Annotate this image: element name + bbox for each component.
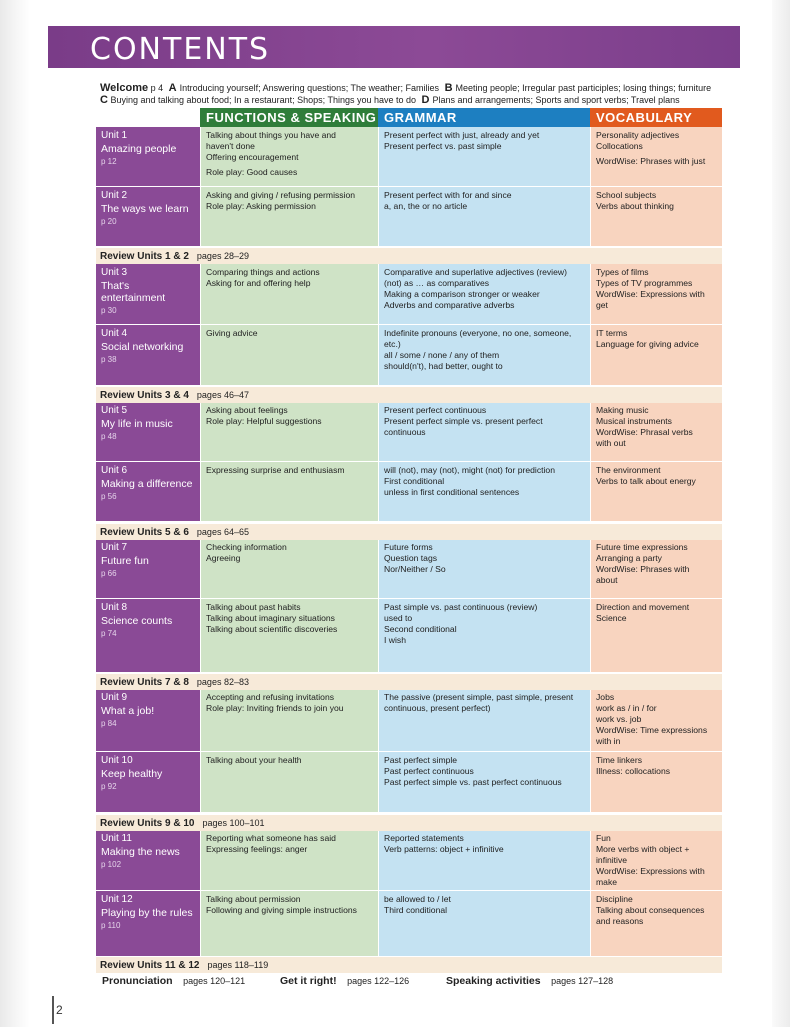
vocabulary-item: Future time expressions xyxy=(596,542,688,552)
grammar-cell xyxy=(378,689,590,752)
vocabulary-item: More verbs with object + xyxy=(596,844,690,854)
grammar-item: Past perfect simple xyxy=(384,755,458,765)
get-it-right-label: Get it right! xyxy=(280,975,337,987)
grammar-item: Comparative and superlative adjectives (review) xyxy=(384,267,567,277)
grammar-item: Adverbs and comparative adverbs xyxy=(384,300,515,310)
grammar-item: will (not), may (not), might (not) for prediction xyxy=(384,465,555,475)
unit-number: Unit 6 xyxy=(101,465,128,476)
review-row xyxy=(96,387,722,403)
grammar-item: Question tags xyxy=(384,553,438,563)
grammar-cell xyxy=(378,462,590,522)
vocabulary-cell xyxy=(590,187,722,247)
welcome-line-1 xyxy=(100,82,740,94)
get-it-right-entry xyxy=(280,971,409,991)
grammar-cell xyxy=(378,127,590,187)
grammar-cell xyxy=(378,891,590,957)
unit-row xyxy=(96,599,722,673)
grammar-item: Past simple vs. past continuous (review) xyxy=(384,602,538,612)
welcome-letter-b: B xyxy=(444,82,453,94)
grammar-item: Past perfect continuous xyxy=(384,766,474,776)
welcome-label: Welcome xyxy=(100,82,149,94)
unit-cell xyxy=(96,187,200,247)
unit-cell xyxy=(96,891,200,957)
unit-row xyxy=(96,891,722,957)
page-number-rule xyxy=(52,996,54,1024)
functions-item: Talking about your health xyxy=(206,755,302,765)
unit-page: p 48 xyxy=(101,432,117,441)
vocabulary-item: Types of TV programmes xyxy=(596,278,693,288)
vocabulary-item: Verbs about thinking xyxy=(596,201,674,211)
vocabulary-cell xyxy=(590,462,722,522)
vocabulary-item: with in xyxy=(596,736,621,746)
review-label: Review Units 5 & 6 xyxy=(100,527,189,538)
unit-row xyxy=(96,127,722,187)
vocabulary-cell xyxy=(590,752,722,813)
unit-cell xyxy=(96,599,200,673)
unit-number: Unit 8 xyxy=(101,602,128,613)
review-pages: pages 118–119 xyxy=(207,960,269,970)
get-it-right-pages: pages 122–126 xyxy=(347,976,410,986)
functions-cell xyxy=(200,187,378,247)
functions-item: Giving advice xyxy=(206,328,258,338)
functions-item: Offering encouragement xyxy=(206,152,299,162)
functions-item: Role play: Inviting friends to join you xyxy=(206,703,344,713)
functions-item: Asking and giving / refusing permission xyxy=(206,190,356,200)
vocabulary-item: Musical instruments xyxy=(596,416,672,426)
page-title: CONTENTS xyxy=(90,32,271,67)
vocabulary-cell xyxy=(590,402,722,462)
functions-cell xyxy=(200,891,378,957)
review-pages: pages 28–29 xyxy=(196,251,249,261)
functions-item: Talking about things you have and xyxy=(206,130,336,140)
vocabulary-item: work vs. job xyxy=(596,714,642,724)
unit-cell xyxy=(96,325,200,386)
vocabulary-item: Time linkers xyxy=(596,755,642,765)
unit-title: Making a difference xyxy=(101,478,193,490)
vocabulary-item: Making music xyxy=(596,405,649,415)
unit-number: Unit 11 xyxy=(101,833,132,844)
welcome-letter-d: D xyxy=(421,94,430,106)
vocabulary-item: Verbs to talk about energy xyxy=(596,476,696,486)
functions-cell xyxy=(200,599,378,673)
grammar-cell xyxy=(378,830,590,891)
unit-cell xyxy=(96,689,200,752)
vocabulary-item: The environment xyxy=(596,465,661,475)
unit-cell xyxy=(96,264,200,325)
unit-title: Playing by the rules xyxy=(101,907,193,919)
functions-item: haven't done xyxy=(206,141,255,151)
unit-title: My life in music xyxy=(101,418,173,430)
review-row xyxy=(96,248,722,264)
grammar-item: The passive (present simple, past simple, present xyxy=(384,692,574,702)
vocabulary-item: WordWise: Expressions with xyxy=(596,866,705,876)
functions-item: Asking for and offering help xyxy=(206,278,311,288)
unit-page: p 92 xyxy=(101,782,117,791)
unit-row xyxy=(96,264,722,325)
welcome-letter-c: C xyxy=(100,94,108,106)
unit-cell xyxy=(96,127,200,187)
welcome-text-c: Buying and talking about food; In a restaurant; Shops; Things you have to do xyxy=(110,95,417,105)
vocabulary-item: Jobs xyxy=(596,692,615,702)
grammar-item: Present perfect continuous xyxy=(384,405,487,415)
unit-row xyxy=(96,187,722,247)
welcome-page: p 4 xyxy=(150,83,164,93)
unit-page: p 30 xyxy=(101,306,117,315)
vocabulary-item: Discipline xyxy=(596,894,633,904)
welcome-text-a: Introducing yourself; Answering questions; The weather; Families xyxy=(179,83,440,93)
grammar-item: a, an, the or no article xyxy=(384,201,468,211)
grammar-item: Present perfect with just, already and yet xyxy=(384,130,540,140)
unit-row xyxy=(96,402,722,462)
grammar-item: Past perfect simple vs. past perfect continuous xyxy=(384,777,562,787)
functions-header: FUNCTIONS & SPEAKING xyxy=(200,108,378,127)
welcome-text-d: Plans and arrangements; Sports and sport verbs; Travel plans xyxy=(432,95,680,105)
vocabulary-item: get xyxy=(596,300,608,310)
pronunciation-label: Pronunciation xyxy=(102,975,173,987)
unit-number: Unit 2 xyxy=(101,190,128,201)
unit-title: What a job! xyxy=(101,705,155,717)
grammar-item: Future forms xyxy=(384,542,433,552)
review-pages: pages 64–65 xyxy=(196,527,249,537)
grammar-item: continuous, present perfect) xyxy=(384,703,491,713)
functions-item: Talking about scientific discoveries xyxy=(206,624,338,634)
unit-number: Unit 5 xyxy=(101,405,128,416)
functions-cell xyxy=(200,127,378,187)
functions-item: Role play: Asking permission xyxy=(206,201,316,211)
unit-number: Unit 10 xyxy=(101,755,133,766)
functions-item: Reporting what someone has said xyxy=(206,833,336,843)
functions-cell xyxy=(200,264,378,325)
grammar-item: Verb patterns: object + infinitive xyxy=(384,844,504,854)
vocabulary-item: Illness: collocations xyxy=(596,766,671,776)
functions-item: Comparing things and actions xyxy=(206,267,320,277)
grammar-cell xyxy=(378,752,590,813)
review-row xyxy=(96,524,722,540)
functions-item: Following and giving simple instructions xyxy=(206,905,357,915)
grammar-item: all / some / none / any of them xyxy=(384,350,500,360)
vocabulary-item: Language for giving advice xyxy=(596,339,699,349)
unit-page: p 74 xyxy=(101,629,117,638)
vocabulary-cell xyxy=(590,127,722,187)
vocabulary-item: Direction and movement xyxy=(596,602,690,612)
review-row xyxy=(96,674,722,690)
page-number: 2 xyxy=(56,1003,63,1017)
unit-row xyxy=(96,462,722,522)
functions-cell xyxy=(200,325,378,386)
grammar-item: should(n't), had better, ought to xyxy=(384,361,503,371)
vocabulary-item: WordWise: Phrasal verbs xyxy=(596,427,693,437)
unit-row xyxy=(96,539,722,599)
vocabulary-item: Talking about consequences xyxy=(596,905,705,915)
unit-page: p 38 xyxy=(101,355,117,364)
vocabulary-item: infinitive xyxy=(596,855,628,865)
welcome-letter-a: A xyxy=(168,82,177,94)
functions-cell xyxy=(200,830,378,891)
grammar-cell xyxy=(378,187,590,247)
welcome-line-2 xyxy=(100,94,740,106)
grammar-item: Making a comparison stronger or weaker xyxy=(384,289,540,299)
grammar-item: unless in first conditional sentences xyxy=(384,487,520,497)
unit-page: p 66 xyxy=(101,569,117,578)
grammar-item: be allowed to / let xyxy=(384,894,451,904)
review-label: Review Units 1 & 2 xyxy=(100,251,189,262)
vocabulary-item: Arranging a party xyxy=(596,553,662,563)
pronunciation-pages: pages 120–121 xyxy=(183,976,246,986)
grammar-item: Third conditional xyxy=(384,905,448,915)
unit-title: Social networking xyxy=(101,341,184,353)
unit-page: p 102 xyxy=(101,860,122,869)
grammar-item: continuous xyxy=(384,427,426,437)
review-pages: pages 82–83 xyxy=(196,677,249,687)
grammar-item: I wish xyxy=(384,635,406,645)
unit-number: Unit 12 xyxy=(101,894,133,905)
review-label: Review Units 9 & 10 xyxy=(100,818,195,829)
unit-number: Unit 7 xyxy=(101,542,128,553)
unit-cell xyxy=(96,830,200,891)
unit-page: p 12 xyxy=(101,157,117,166)
page-gutter-shadow xyxy=(0,0,30,1027)
functions-item: Accepting and refusing invitations xyxy=(206,692,335,702)
grammar-item: used to xyxy=(384,613,413,623)
functions-item: Role play: Helpful suggestions xyxy=(206,416,322,426)
functions-item: Asking about feelings xyxy=(206,405,288,415)
vocabulary-item: Science xyxy=(596,613,627,623)
grammar-item: Second conditional xyxy=(384,624,457,634)
speaking-activities-label: Speaking activities xyxy=(446,975,541,987)
vocabulary-cell xyxy=(590,599,722,673)
vocabulary-header: VOCABULARY xyxy=(590,108,722,127)
functions-item: Agreeing xyxy=(206,553,241,563)
functions-item: Talking about permission xyxy=(206,894,301,904)
grammar-item: Reported statements xyxy=(384,833,464,843)
vocabulary-item: School subjects xyxy=(596,190,657,200)
vocabulary-cell xyxy=(590,264,722,325)
vocabulary-item: Collocations xyxy=(596,141,643,151)
unit-row xyxy=(96,830,722,891)
extras-bar xyxy=(96,971,722,991)
functions-item: Role play: Good causes xyxy=(206,167,298,177)
unit-title: Keep healthy xyxy=(101,768,163,780)
functions-item: Talking about imaginary situations xyxy=(206,613,335,623)
vocabulary-item: and reasons xyxy=(596,916,644,926)
vocabulary-item: Types of films xyxy=(596,267,649,277)
unit-page: p 110 xyxy=(101,921,121,930)
vocabulary-item: WordWise: Expressions with xyxy=(596,289,705,299)
grammar-item: Present perfect vs. past simple xyxy=(384,141,502,151)
vocabulary-cell xyxy=(590,689,722,752)
grammar-item: Indefinite pronouns (everyone, no one, someone, etc.) xyxy=(384,328,572,349)
unit-page: p 20 xyxy=(101,217,117,226)
functions-cell xyxy=(200,402,378,462)
vocabulary-cell xyxy=(590,891,722,957)
unit-title: Future fun xyxy=(101,555,149,567)
unit-row xyxy=(96,752,722,813)
functions-cell xyxy=(200,462,378,522)
grammar-cell xyxy=(378,264,590,325)
unit-cell xyxy=(96,539,200,599)
unit-page: p 84 xyxy=(101,719,117,728)
unit-page: p 56 xyxy=(101,492,117,501)
review-label: Review Units 7 & 8 xyxy=(100,677,189,688)
functions-item: Checking information xyxy=(206,542,287,552)
vocabulary-item: make xyxy=(596,877,618,887)
vocabulary-item: IT terms xyxy=(596,328,628,338)
grammar-item: Present perfect with for and since xyxy=(384,190,512,200)
functions-cell xyxy=(200,539,378,599)
functions-item: Talking about past habits xyxy=(206,602,301,612)
unit-number: Unit 9 xyxy=(101,692,128,703)
grammar-header: GRAMMAR xyxy=(378,108,590,127)
grammar-cell xyxy=(378,402,590,462)
functions-cell xyxy=(200,689,378,752)
grammar-cell xyxy=(378,599,590,673)
unit-cell xyxy=(96,402,200,462)
welcome-section xyxy=(100,82,740,106)
unit-number: Unit 4 xyxy=(101,328,128,339)
vocabulary-item: work as / in / for xyxy=(596,703,657,713)
grammar-item: First conditional xyxy=(384,476,445,486)
unit-row xyxy=(96,689,722,752)
vocabulary-item: WordWise: Time expressions xyxy=(596,725,708,735)
review-row xyxy=(96,815,722,831)
unit-title: Science counts xyxy=(101,615,173,627)
speaking-activities-entry xyxy=(446,971,613,991)
functions-cell xyxy=(200,752,378,813)
vocabulary-cell xyxy=(590,539,722,599)
unit-number: Unit 3 xyxy=(101,267,128,278)
grammar-cell xyxy=(378,325,590,386)
pronunciation-entry xyxy=(102,971,245,991)
unit-cell xyxy=(96,752,200,813)
vocabulary-cell xyxy=(590,830,722,891)
grammar-item: Nor/Neither / So xyxy=(384,564,446,574)
vocabulary-cell xyxy=(590,325,722,386)
review-pages: pages 100–101 xyxy=(202,818,265,828)
unit-title: Amazing people xyxy=(101,143,177,155)
grammar-item: Present perfect simple vs. present perfect xyxy=(384,416,543,426)
vocabulary-item: Personality adjectives xyxy=(596,130,680,140)
unit-title: Making the news xyxy=(101,846,180,858)
vocabulary-item: WordWise: Phrases with xyxy=(596,564,690,574)
functions-item: Expressing feelings: anger xyxy=(206,844,308,854)
contents-banner xyxy=(48,26,740,68)
review-pages: pages 46–47 xyxy=(196,390,249,400)
unit-cell xyxy=(96,462,200,522)
unit-row xyxy=(96,325,722,386)
vocabulary-item: about xyxy=(596,575,618,585)
functions-item: Expressing surprise and enthusiasm xyxy=(206,465,345,475)
speaking-activities-pages: pages 127–128 xyxy=(551,976,614,986)
vocabulary-item: with out xyxy=(596,438,626,448)
vocabulary-item: WordWise: Phrases with just xyxy=(596,156,706,166)
unit-title: The ways we learn xyxy=(101,203,189,215)
page-right-edge xyxy=(772,0,790,1027)
review-label: Review Units 11 & 12 xyxy=(100,960,200,971)
vocabulary-item: Fun xyxy=(596,833,611,843)
unit-title: That's entertainment xyxy=(101,280,166,304)
grammar-cell xyxy=(378,539,590,599)
welcome-text-b: Meeting people; Irregular past participles; losing things; furniture xyxy=(455,83,712,93)
unit-number: Unit 1 xyxy=(101,130,128,141)
review-label: Review Units 3 & 4 xyxy=(100,390,189,401)
grammar-item: (not) as … as comparatives xyxy=(384,278,490,288)
